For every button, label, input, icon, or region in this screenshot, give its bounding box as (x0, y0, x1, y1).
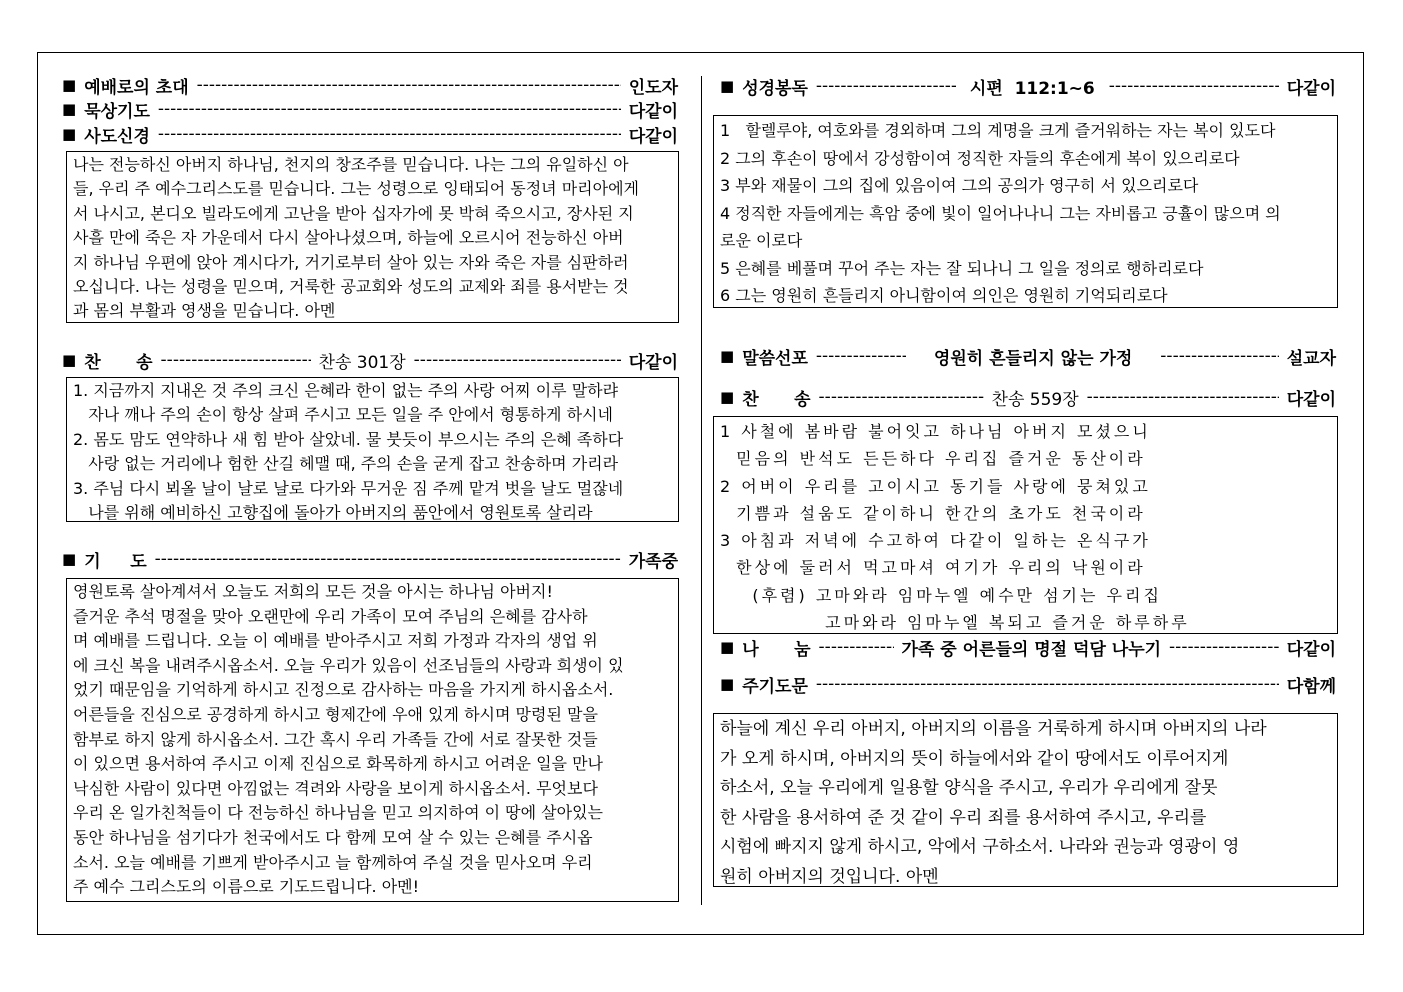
square-bullet-icon: ■ (720, 347, 735, 365)
reading-header (720, 74, 1336, 98)
hymn2-line: 믿음의 반석도 든든하다 우리집 즐거운 동산이라 (720, 449, 1146, 469)
prayer-line: 에 크신 복을 내려주시옵소서. 오늘 우리가 있음이 선조님들의 사랑과 희생이 있 (73, 655, 624, 675)
hymn1-title: 찬 송 (84, 352, 153, 373)
prayer-line: 소서. 오늘 예배를 기쁘게 받아주시고 늘 함께하여 주실 것을 믿사오며 우리 (73, 852, 593, 872)
prayer-line: 며 예배를 드립니다. 오늘 이 예배를 받아주시고 저희 가정과 각자의 생업 위 (73, 631, 598, 651)
dash-leader (816, 76, 956, 96)
dash-leader (158, 99, 621, 119)
sermon-leader: 설교자 (1286, 348, 1336, 369)
reading-line: 6 그는 영원히 흔들리지 아니함이여 의인은 영원히 기억되리로다 (720, 286, 1168, 305)
prayer-line: 낙심한 사람이 있다면 아낌없는 격려와 사랑을 보이게 하시옵소서. 무엇보다 (73, 778, 598, 798)
lordsprayer-leader: 다함께 (1286, 676, 1336, 697)
prayer-line: 주 예수 그리스도의 이름으로 기도드립니다. 아멘! (73, 877, 420, 897)
invitation-leader: 인도자 (628, 77, 678, 98)
hymn2-chorus-line: (후렴) 고마와라 임마누엘 예수만 섬기는 우리집 (720, 585, 1162, 605)
invitation-title: 예배로의 초대 (84, 77, 189, 98)
hymn2-title: 찬 송 (742, 389, 811, 410)
prayer-leader: 가족중 (628, 551, 678, 572)
sharing-topic: 가족 중 어른들의 명절 덕담 나누기 (901, 639, 1162, 660)
sharing-leader: 다같이 (1286, 639, 1336, 660)
lordsprayer-line: 가 오게 하시며, 아버지의 뜻이 하늘에서와 같이 땅에서도 이루어지게 (720, 748, 1229, 769)
creed-line: 과 몸의 부활과 영생을 믿습니다. 아멘 (73, 301, 336, 321)
creed-title: 사도신경 (84, 126, 150, 147)
hymn1-line: 2. 몸도 맘도 연약하나 새 힘 받아 살았네. 물 붓듯이 부으시는 주의 은혜 족하다 (73, 429, 624, 449)
sermon-header (720, 344, 1336, 368)
hymn2-chorus-line: 고마와라 임마누엘 복되고 즐거운 하루하루 (720, 613, 1190, 633)
hymn2-line: 2 어버이 우리를 고이시고 동기들 사랑에 뭉쳐있고 (720, 476, 1151, 496)
hymn1-box (66, 377, 679, 522)
creed-line: 들, 우리 주 예수그리스도를 믿습니다. 그는 성령으로 잉태되어 동정녀 마리아에게 (73, 179, 639, 199)
reading-line: 2 그의 후손이 땅에서 강성함이여 정직한 자들의 후손에게 복이 있으리로다 (720, 148, 1240, 168)
dash-leader (1109, 76, 1279, 96)
creed-line: 서 나시고, 본디오 빌라도에게 고난을 받아 십자가에 못 박혀 죽으시고, 장사된 지 (73, 203, 634, 223)
square-bullet-icon: ■ (720, 638, 735, 656)
lordsprayer-line: 하늘에 계신 우리 아버지, 아버지의 이름을 거룩하게 하시며 아버지의 나라 (720, 719, 1267, 739)
square-bullet-icon: ■ (62, 125, 77, 143)
prayer-line: 영원토록 살아계셔서 오늘도 저희의 모든 것을 아시는 하나님 아버지! (73, 582, 553, 601)
hymn2-line: 기쁨과 설움도 같이하니 한간의 초가도 천국이라 (720, 503, 1146, 523)
dash-leader (819, 387, 984, 407)
prayer-line: 이 있으면 용서하여 주시고 이제 진심으로 화목하게 하시고 어려운 일을 만나 (73, 754, 603, 774)
creed-line: 사흘 만에 죽은 자 가운데서 다시 살아나셨으며, 하늘에 오르시어 전능하신 아버 (73, 228, 624, 248)
hymn1-leader: 다같이 (628, 352, 678, 373)
meditation-leader: 다같이 (628, 101, 678, 122)
dash-leader (816, 346, 906, 366)
sharing-title: 나 눔 (742, 639, 811, 660)
hymn2-line: 한상에 둘러서 먹고마셔 여기가 우리의 낙원이라 (720, 558, 1146, 578)
square-bullet-icon: ■ (720, 77, 735, 95)
square-bullet-icon: ■ (720, 675, 735, 693)
hymn1-line: 3. 주님 다시 뵈올 날이 날로 날로 다가와 무거운 짐 주께 맡겨 벗을 날도 멀잖네 (73, 478, 624, 498)
lordsprayer-line: 하소서, 오늘 우리에게 일용할 양식을 주시고, 우리가 우리에게 잘못 (720, 778, 1218, 798)
lordsprayer-box (713, 713, 1338, 887)
sermon-title: 말씀선포 (742, 348, 808, 369)
lordsprayer-line: 한 사람을 용서하여 준 것 같이 우리 죄를 용서하여 주시고, 우리를 (720, 807, 1207, 828)
hymn1-line: 나를 위해 예비하신 고향집에 돌아가 아버지의 품안에서 영원토록 살리라 (73, 503, 593, 523)
lordsprayer-title: 주기도문 (742, 676, 808, 697)
hymn1-number: 찬송 301장 (318, 352, 406, 373)
hymn1-line: 사랑 없는 거리에나 험한 산길 헤맬 때, 주의 손을 굳게 잡고 찬송하며 가리라 (73, 454, 619, 474)
square-bullet-icon: ■ (62, 76, 77, 94)
column-divider (701, 76, 702, 905)
prayer-line: 즐거운 추석 명절을 맞아 오랜만에 우리 가족이 모여 주님의 은혜를 감사하 (73, 606, 588, 626)
dash-leader (1160, 346, 1278, 366)
invitation-header (62, 73, 678, 97)
square-bullet-icon: ■ (62, 351, 77, 369)
reading-leader: 다같이 (1286, 78, 1336, 99)
square-bullet-icon: ■ (720, 388, 735, 406)
prayer-header (62, 547, 678, 571)
lordsprayer-line: 시험에 빠지지 않게 하시고, 악에서 구하소서. 나라와 권능과 영광이 영 (720, 837, 1240, 857)
reading-box (713, 115, 1338, 308)
dash-leader (819, 637, 894, 657)
dash-leader (1087, 387, 1279, 407)
prayer-line: 었기 때문임을 기억하게 하시고 진정으로 감사하는 마음을 가지게 하시옵소서. (73, 680, 614, 700)
hymn2-line: 3 아침과 저녁에 수고하여 다같이 일하는 온식구가 (720, 531, 1151, 551)
reading-line: 3 부와 재물이 그의 집에 있음이여 그의 공의가 영구히 서 있으리로다 (720, 176, 1199, 195)
sermon-topic: 영원히 흔들리지 않는 가정 (933, 348, 1133, 369)
hymn2-leader: 다같이 (1286, 389, 1336, 410)
reading-line: 5 은혜를 베풀며 꾸어 주는 자는 잘 되나니 그 일을 정의로 행하리로다 (720, 258, 1204, 278)
meditation-header (62, 97, 678, 121)
dash-leader (161, 350, 311, 370)
hymn2-number: 찬송 559장 (991, 389, 1079, 410)
dash-leader (816, 674, 1279, 694)
reading-line: 4 정직한 자들에게는 흑암 중에 빛이 일어나나니 그는 자비롭고 긍휼이 많으며 의 (720, 203, 1281, 223)
creed-header (62, 122, 678, 146)
creed-line: 나는 전능하신 아버지 하나님, 천지의 창조주를 믿습니다. 나는 그의 유일하신 아 (73, 155, 629, 174)
dash-leader (197, 75, 621, 95)
reading-title: 성경봉독 (742, 78, 808, 99)
prayer-line: 동안 하나님을 섬기다가 천국에서도 다 함께 모여 살 수 있는 은혜를 주시옵 (73, 827, 593, 847)
lordsprayer-line: 원히 아버지의 것입니다. 아멘 (720, 866, 939, 887)
prayer-title: 기 도 (84, 551, 147, 572)
prayer-box (66, 578, 679, 902)
meditation-title: 묵상기도 (84, 101, 150, 122)
reading-line: 로운 이로다 (720, 231, 803, 250)
square-bullet-icon: ■ (62, 100, 77, 118)
dash-leader (155, 549, 621, 569)
prayer-line: 어른들을 진심으로 공경하게 하시고 형제간에 우애 있게 하시며 망령된 말을 (73, 704, 598, 724)
reading-passage: 시편 112:1~6 (969, 78, 1095, 99)
hymn1-line: 1. 지금까지 지내온 것 주의 크신 은혜라 한이 없는 주의 사랑 어찌 이루 말하랴 (73, 381, 619, 400)
dash-leader (1169, 637, 1279, 657)
creed-line: 오십니다. 나는 성령을 믿으며, 거룩한 공교회와 성도의 교제와 죄를 용서받는 것 (73, 277, 629, 297)
prayer-line: 우리 온 일가친척들이 다 전능하신 하나님을 믿고 의지하여 이 땅에 살아있는 (73, 803, 603, 823)
hymn1-header (62, 348, 678, 372)
creed-leader: 다같이 (628, 126, 678, 147)
hymn1-line: 자나 깨나 주의 손이 항상 살펴 주시고 모든 일을 주 안에서 형통하게 하시네 (73, 405, 613, 425)
dash-leader (158, 124, 621, 144)
creed-box (66, 151, 679, 323)
lordsprayer-header (720, 672, 1336, 696)
dash-leader (414, 350, 621, 370)
reading-line: 1 할렐루야, 여호와를 경외하며 그의 계명을 크게 즐거워하는 자는 복이 있도다 (720, 121, 1276, 140)
creed-line: 지 하나님 우편에 앉아 계시다가, 거기로부터 살아 있는 자와 죽은 자를 심판하러 (73, 252, 629, 272)
prayer-line: 함부로 하지 않게 하시옵소서. 그간 혹시 우리 가족들 간에 서로 잘못한 것들 (73, 729, 598, 749)
sharing-header (720, 635, 1336, 659)
hymn2-box (713, 416, 1338, 634)
hymn2-header (720, 385, 1336, 409)
square-bullet-icon: ■ (62, 550, 77, 568)
hymn2-line: 1 사철에 봄바람 불어잇고 하나님 아버지 모셨으니 (720, 422, 1151, 441)
